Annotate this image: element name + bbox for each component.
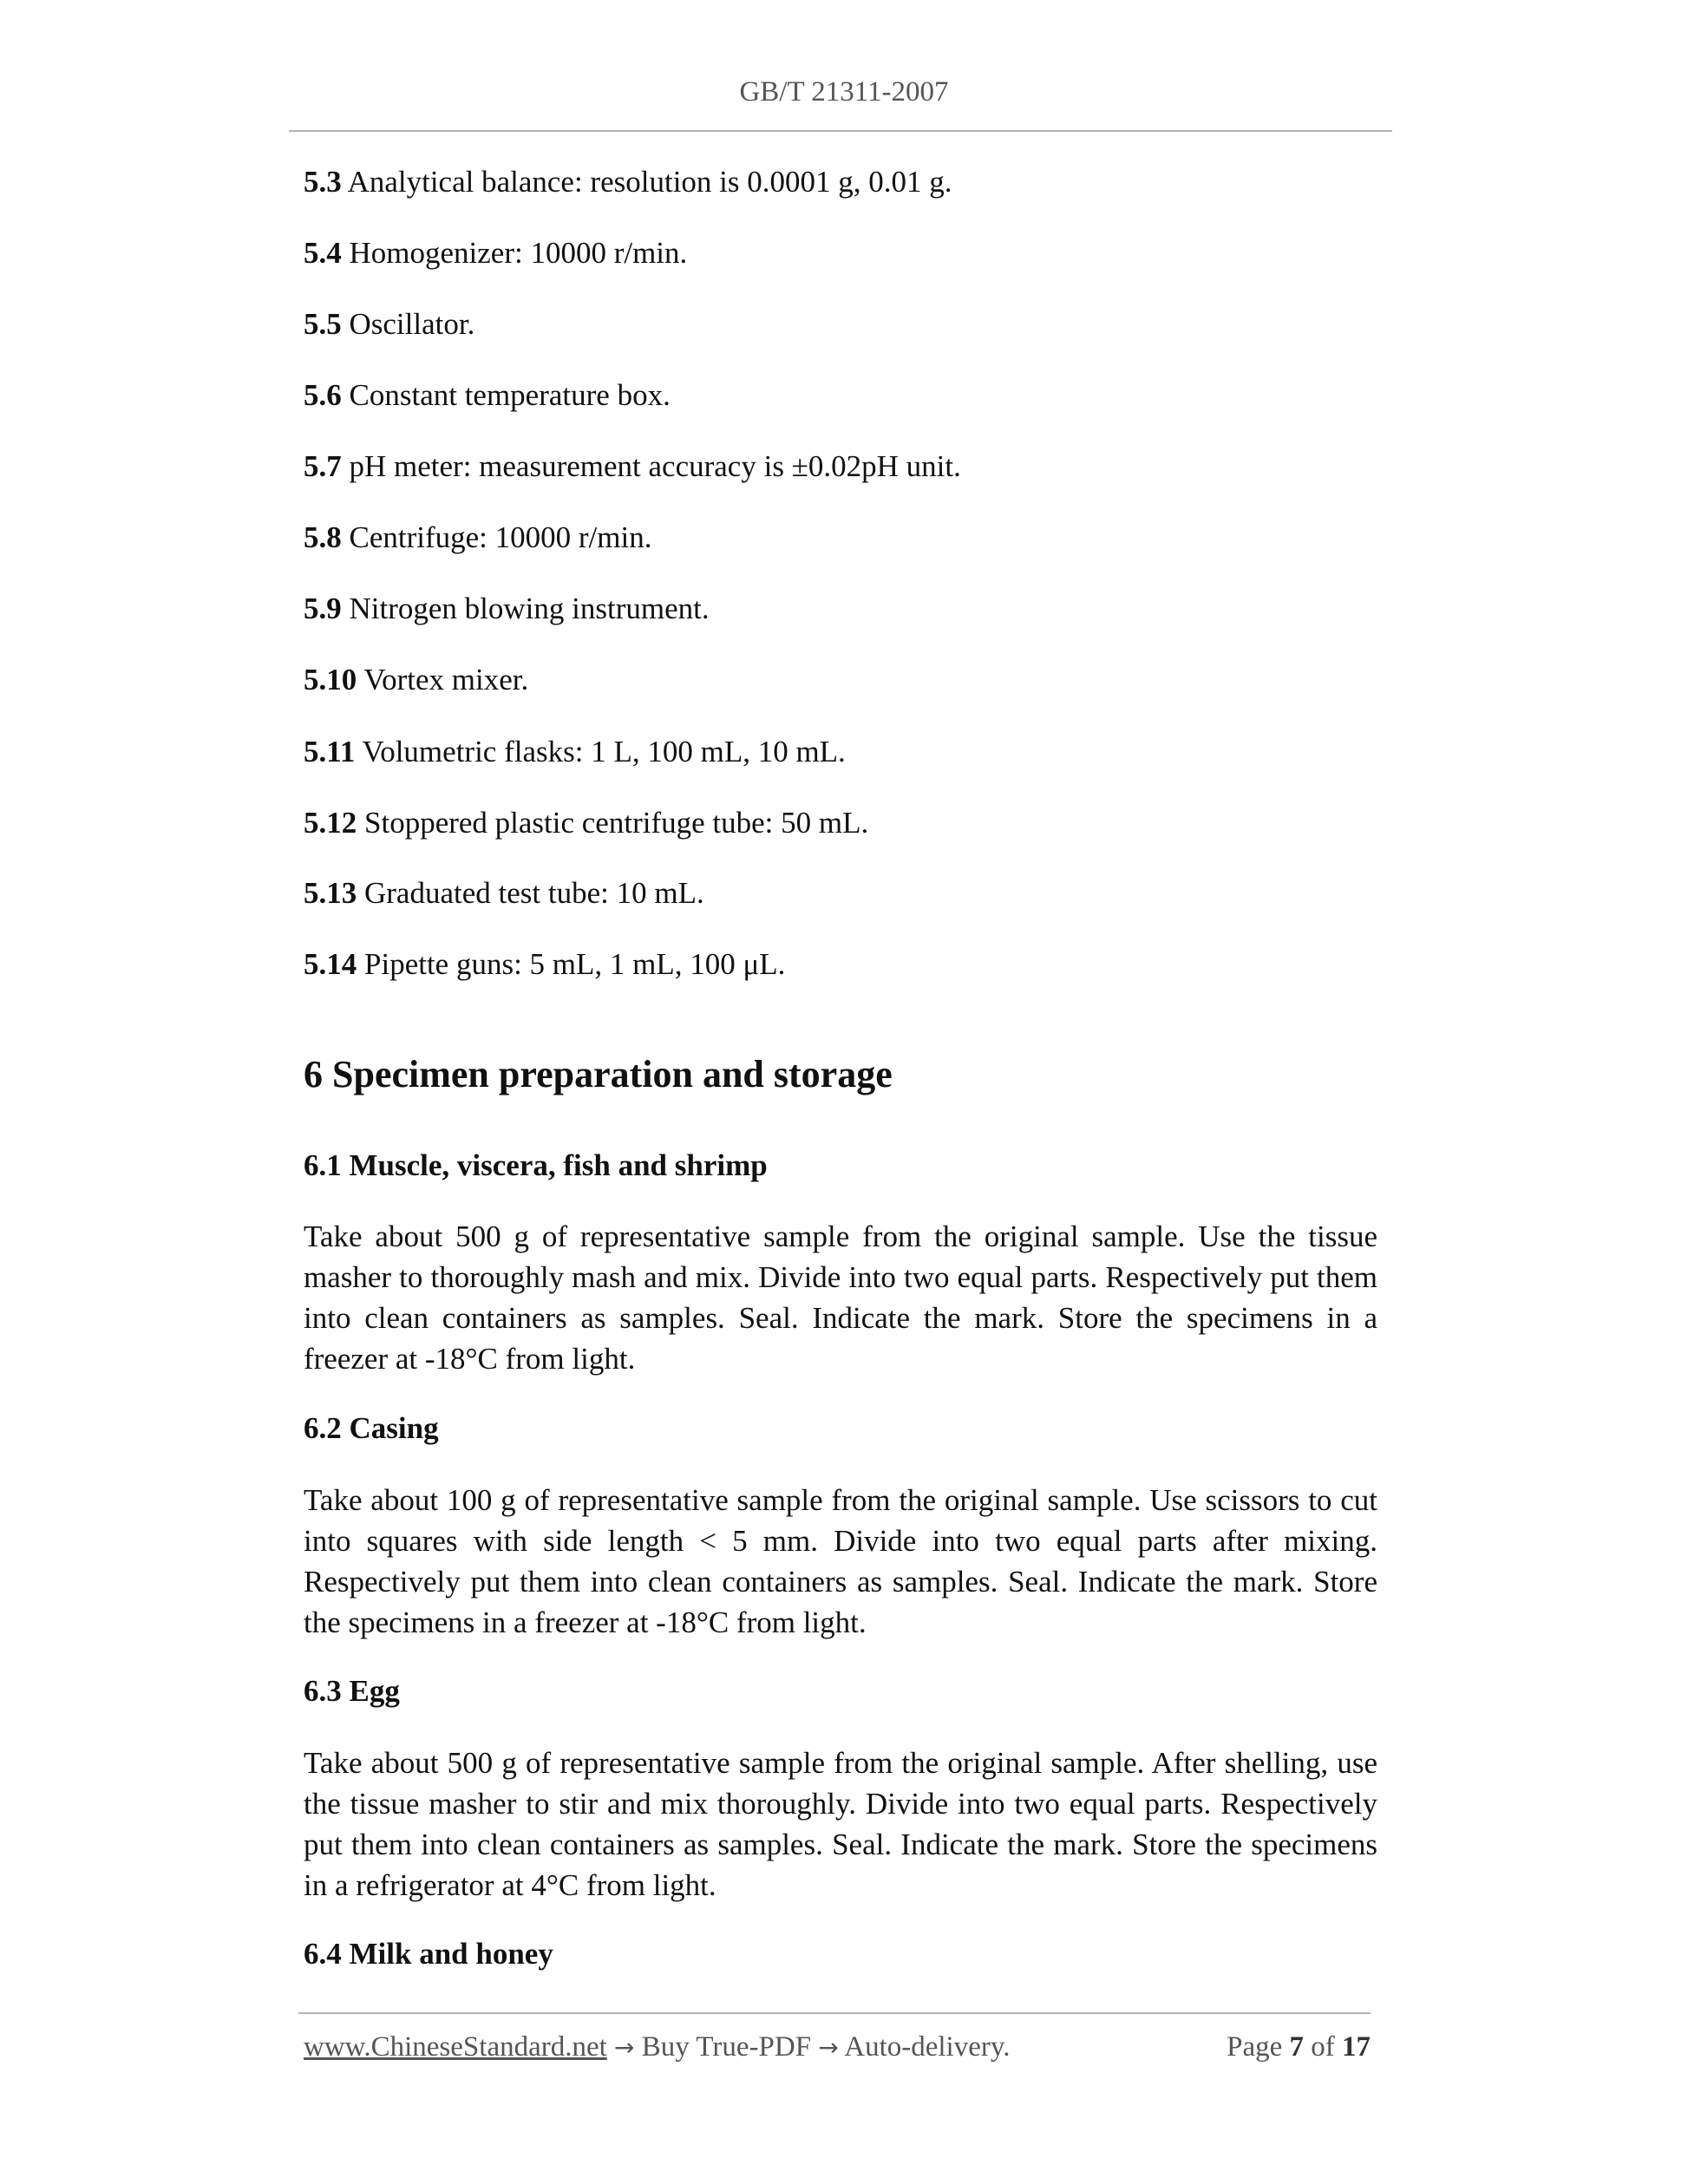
item-text: Homogenizer: 10000 r/min. xyxy=(341,236,688,270)
page-total: 17 xyxy=(1342,2031,1371,2063)
paragraph-line: freezer at -18°C from light. xyxy=(304,1342,636,1376)
paragraph-line: in a refrigerator at 4°C from light. xyxy=(304,1868,716,1902)
list-item xyxy=(304,519,651,557)
item-text: Constant temperature box. xyxy=(341,378,671,412)
list-item xyxy=(304,661,528,699)
item-number: 5.5 xyxy=(304,307,342,341)
subsection-heading: 6.4 Milk and honey xyxy=(304,1937,553,1971)
paragraph-line: Take about 500 g of representative sample from the original sample. Use the tissue xyxy=(304,1220,1377,1253)
paragraph-line: Take about 500 g of representative sample from the original sample. After shelling, use xyxy=(304,1746,1377,1780)
item-number: 5.14 xyxy=(304,947,357,981)
footer-left xyxy=(304,2031,1010,2063)
paragraph-line: masher to thoroughly mash and mix. Divide into two equal parts. Respectively put them xyxy=(304,1260,1377,1294)
list-item xyxy=(304,234,687,272)
list-item xyxy=(304,945,785,984)
paragraph-line: the specimens in a freezer at -18°C from light. xyxy=(304,1605,867,1639)
header-divider xyxy=(289,130,1392,132)
item-number: 5.9 xyxy=(304,592,342,625)
list-item xyxy=(304,874,704,912)
paragraph-line: into squares with side length < 5 mm. Divide into two equal parts after mixing. xyxy=(304,1524,1377,1558)
arrow-right-icon: → xyxy=(818,2033,839,2062)
item-text: Vortex mixer. xyxy=(357,663,529,696)
paragraph-line: into clean containers as samples. Seal. Indicate the mark. Store the specimens in a xyxy=(304,1301,1377,1335)
paragraph-line: put them into clean containers as samples. Seal. Indicate the mark. Store the specimens xyxy=(304,1828,1377,1861)
list-item xyxy=(304,733,846,771)
page-number xyxy=(1227,2031,1371,2063)
list-item xyxy=(304,804,868,842)
item-number: 5.6 xyxy=(304,378,342,412)
header-title: GB/T 21311-2007 xyxy=(739,76,949,108)
section-heading: 6 Specimen preparation and storage xyxy=(304,1053,893,1095)
item-number: 5.11 xyxy=(304,735,356,768)
paragraph-line: Take about 100 g of representative sample from the original sample. Use scissors to cut xyxy=(304,1483,1377,1517)
item-number: 5.4 xyxy=(304,236,342,270)
paragraph xyxy=(304,1480,1377,1643)
item-text: Volumetric flasks: 1 L, 100 mL, 10 mL. xyxy=(355,735,846,768)
list-item xyxy=(304,590,710,628)
item-text: Analytical balance: resolution is 0.0001 g, 0.01 g. xyxy=(341,165,952,199)
footer-delivery-text: Auto-delivery. xyxy=(844,2031,1011,2063)
footer-divider xyxy=(298,2012,1371,2014)
arrow-right-icon: → xyxy=(614,2033,635,2062)
of-word: of xyxy=(1311,2031,1335,2063)
item-number: 5.8 xyxy=(304,520,342,554)
footer-buy-text: Buy True-PDF xyxy=(641,2031,812,2063)
subsection-heading: 6.1 Muscle, viscera, fish and shrimp xyxy=(304,1148,768,1182)
item-number: 5.3 xyxy=(304,165,342,199)
subsection-heading: 6.2 Casing xyxy=(304,1411,439,1445)
list-item xyxy=(304,305,474,343)
paragraph-line: the tissue masher to stir and mix thoroughly. Divide into two equal parts. Respectively xyxy=(304,1787,1377,1821)
paragraph xyxy=(304,1216,1377,1379)
item-text: Nitrogen blowing instrument. xyxy=(341,592,710,625)
item-text: pH meter: measurement accuracy is ±0.02pH unit. xyxy=(341,449,961,483)
item-text: Oscillator. xyxy=(341,307,475,341)
list-item xyxy=(304,376,671,415)
item-text: Stoppered plastic centrifuge tube: 50 mL. xyxy=(357,806,869,840)
item-number: 5.13 xyxy=(304,876,357,910)
subsection-heading: 6.3 Egg xyxy=(304,1674,400,1708)
item-text: Centrifuge: 10000 r/min. xyxy=(341,520,652,554)
page-current: 7 xyxy=(1289,2031,1304,2063)
list-item xyxy=(304,163,952,201)
item-number: 5.10 xyxy=(304,663,357,696)
item-number: 5.7 xyxy=(304,449,342,483)
paragraph xyxy=(304,1743,1377,1906)
list-item xyxy=(304,448,961,486)
page-word: Page xyxy=(1227,2031,1283,2063)
item-text: Pipette guns: 5 mL, 1 mL, 100 μL. xyxy=(357,947,786,981)
item-number: 5.12 xyxy=(304,806,357,840)
paragraph-line: Respectively put them into clean containers as samples. Seal. Indicate the mark. Store xyxy=(304,1565,1377,1599)
item-text: Graduated test tube: 10 mL. xyxy=(357,876,704,910)
footer-site-link[interactable]: www.ChineseStandard.net xyxy=(304,2031,607,2063)
